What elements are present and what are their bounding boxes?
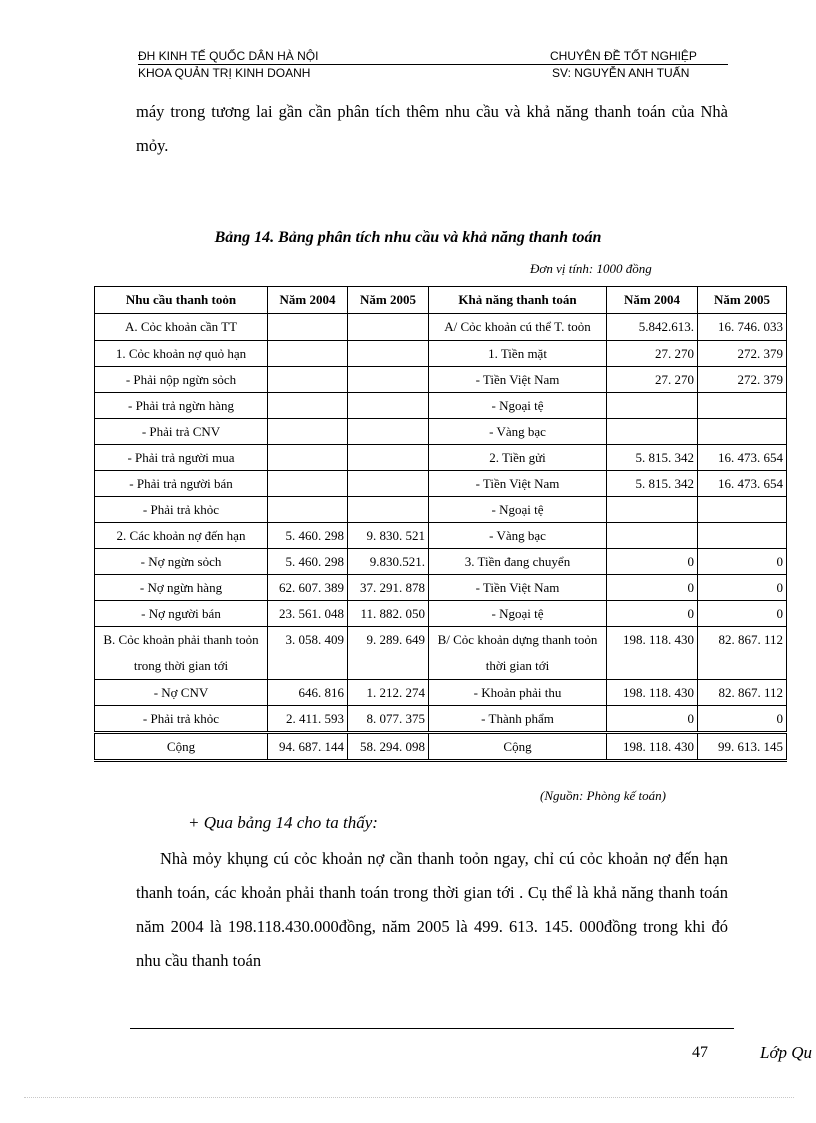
header-left-line1: ĐH KINH TẾ QUỐC DÂN HÀ NỘI	[138, 49, 319, 63]
table-row	[95, 471, 787, 497]
cell: B. Cỏc khoản phải thanh toỏn trong thời gian tới	[95, 627, 268, 680]
header-cell: Khả năng thanh toán	[429, 287, 607, 314]
footer-divider	[130, 1028, 734, 1029]
table-row	[95, 627, 787, 680]
cell	[607, 497, 698, 523]
cell: - Phải trả người bán	[95, 471, 268, 497]
cell: - Thành phẩm	[429, 706, 607, 733]
table-header-row	[95, 287, 787, 314]
table-row	[95, 497, 787, 523]
cell: - Tiền Việt Nam	[429, 471, 607, 497]
cell: 0	[698, 549, 787, 575]
header-cell: Năm 2005	[348, 287, 429, 314]
cell: A/ Cỏc khoản cú thể T. toỏn	[429, 314, 607, 341]
cell: 0	[698, 601, 787, 627]
cell: 646. 816	[268, 680, 348, 706]
cell: 198. 118. 430	[607, 680, 698, 706]
cell: 0	[607, 575, 698, 601]
cell: 3. 058. 409	[268, 627, 348, 680]
cell: Cộng	[95, 733, 268, 761]
table-row	[95, 393, 787, 419]
cell: - Nợ người bán	[95, 601, 268, 627]
cell	[348, 314, 429, 341]
cell: 0	[607, 706, 698, 733]
cell: - Vàng bạc	[429, 419, 607, 445]
header-right-line2: SV: NGUYỄN ANH TUẤN	[552, 66, 690, 80]
header-right-line1: CHUYÊN ĐỀ TỐT NGHIỆP	[550, 49, 697, 63]
cell	[268, 445, 348, 471]
cell: Cộng	[429, 733, 607, 761]
body-paragraph: Nhà mỏy khụng cú cỏc khoản nợ cần thanh toỏn ngay, chỉ cú cỏc khoản nợ đến hạn thanh toán, các khoản phải thanh toán trong thời gian tới . Cụ thể là khả năng thanh toán năm 2004 là 198.118.430.000đồng, năm 2005 là 499. 613. 145. 000đồng trong khi đó nhu cầu thanh toán	[136, 849, 728, 970]
cell	[607, 419, 698, 445]
cell: 23. 561. 048	[268, 601, 348, 627]
cell	[348, 341, 429, 367]
cell: 99. 613. 145	[698, 733, 787, 761]
cell: B/ Cỏc khoản dựng thanh toỏn thời gian tới	[429, 627, 607, 680]
cell: 272. 379	[698, 367, 787, 393]
cell	[268, 419, 348, 445]
cell	[348, 497, 429, 523]
cell: 11. 882. 050	[348, 601, 429, 627]
cell: 2. 411. 593	[268, 706, 348, 733]
cell: 0	[607, 601, 698, 627]
cell	[348, 445, 429, 471]
header-left-line2: KHOA QUẢN TRỊ KINH DOANH	[138, 66, 311, 80]
cell: 5.842.613.	[607, 314, 698, 341]
table-row	[95, 419, 787, 445]
cell: - Tiền Việt Nam	[429, 367, 607, 393]
cell	[348, 471, 429, 497]
cell: 27. 270	[607, 341, 698, 367]
cell	[268, 393, 348, 419]
cell: - Khoản phải thu	[429, 680, 607, 706]
intro-paragraph: máy trong tương lai gần cần phân tích thêm nhu cầu và khả năng thanh toán của Nhà mỏy.	[136, 102, 728, 155]
cell: - Phải trả người mua	[95, 445, 268, 471]
cell: A. Cỏc khoản cần TT	[95, 314, 268, 341]
table-row	[95, 367, 787, 393]
table-row	[95, 706, 787, 733]
cell: 5. 460. 298	[268, 523, 348, 549]
cell	[698, 523, 787, 549]
cell: 1. 212. 274	[348, 680, 429, 706]
subheading: + Qua bảng 14 cho ta thấy:	[188, 813, 378, 832]
table-row	[95, 680, 787, 706]
cell: - Phải trả CNV	[95, 419, 268, 445]
cell: - Phải trả khỏc	[95, 497, 268, 523]
table-row	[95, 341, 787, 367]
cell	[348, 419, 429, 445]
cell: 0	[698, 706, 787, 733]
cell: 58. 294. 098	[348, 733, 429, 761]
cell: - Nợ ngừn sỏch	[95, 549, 268, 575]
cell: 9.830.521.	[348, 549, 429, 575]
page-number: 47	[692, 1044, 708, 1061]
cell	[698, 419, 787, 445]
cell	[268, 314, 348, 341]
header-cell: Năm 2004	[607, 287, 698, 314]
cell: 94. 687. 144	[268, 733, 348, 761]
cell: 198. 118. 430	[607, 627, 698, 680]
cell: 5. 815. 342	[607, 445, 698, 471]
needs-vs-capacity-table	[94, 286, 787, 762]
header-cell: Nhu cầu thanh toỏn	[95, 287, 268, 314]
header-cell: Năm 2004	[268, 287, 348, 314]
cell	[268, 367, 348, 393]
table-row	[95, 601, 787, 627]
cell: 8. 077. 375	[348, 706, 429, 733]
class-label: Lớp Qu	[760, 1043, 813, 1062]
cell: - Phải trả khỏc	[95, 706, 268, 733]
cell: - Tiền Việt Nam	[429, 575, 607, 601]
unit-note: Đơn vị tính: 1000 đồng	[530, 261, 652, 276]
cell	[268, 341, 348, 367]
table-row	[95, 523, 787, 549]
cell	[348, 367, 429, 393]
cell	[268, 471, 348, 497]
cell: 5. 815. 342	[607, 471, 698, 497]
cell	[698, 393, 787, 419]
cell: - Nợ CNV	[95, 680, 268, 706]
cell: 0	[698, 575, 787, 601]
cell: 37. 291. 878	[348, 575, 429, 601]
cell	[348, 393, 429, 419]
cell: - Nợ ngừn hàng	[95, 575, 268, 601]
cell: 198. 118. 430	[607, 733, 698, 761]
cell: 272. 379	[698, 341, 787, 367]
cell: 9. 830. 521	[348, 523, 429, 549]
cell: 2. Các khoản nợ đến hạn	[95, 523, 268, 549]
cell: 16. 473. 654	[698, 445, 787, 471]
table-row	[95, 549, 787, 575]
cell: 82. 867. 112	[698, 627, 787, 680]
header-divider	[138, 64, 728, 65]
table-row	[95, 575, 787, 601]
cell: - Vàng bạc	[429, 523, 607, 549]
source-note: (Nguồn: Phòng kế toán)	[540, 788, 667, 803]
cell: 0	[607, 549, 698, 575]
cell: - Phải nộp ngừn sỏch	[95, 367, 268, 393]
cell: 1. Tiền mặt	[429, 341, 607, 367]
page-bottom-border	[24, 1097, 794, 1098]
cell	[698, 497, 787, 523]
table-caption: Bảng 14. Bảng phân tích nhu cầu và khả năng thanh toán	[214, 229, 602, 246]
cell: 82. 867. 112	[698, 680, 787, 706]
cell: 1. Cỏc khoản nợ quỏ hạn	[95, 341, 268, 367]
cell: 9. 289. 649	[348, 627, 429, 680]
table-row	[95, 445, 787, 471]
cell: 27. 270	[607, 367, 698, 393]
cell: - Phải trả ngừn hàng	[95, 393, 268, 419]
cell: - Ngoại tệ	[429, 497, 607, 523]
cell: - Ngoại tệ	[429, 601, 607, 627]
cell: 3. Tiền đang chuyển	[429, 549, 607, 575]
table-total-row	[95, 733, 787, 761]
cell: 5. 460. 298	[268, 549, 348, 575]
cell: 16. 746. 033	[698, 314, 787, 341]
cell: 2. Tiền gửi	[429, 445, 607, 471]
cell: - Ngoại tệ	[429, 393, 607, 419]
cell	[607, 393, 698, 419]
table-row	[95, 314, 787, 341]
cell: 62. 607. 389	[268, 575, 348, 601]
cell: 16. 473. 654	[698, 471, 787, 497]
cell	[268, 497, 348, 523]
cell	[607, 523, 698, 549]
header-cell: Năm 2005	[698, 287, 787, 314]
